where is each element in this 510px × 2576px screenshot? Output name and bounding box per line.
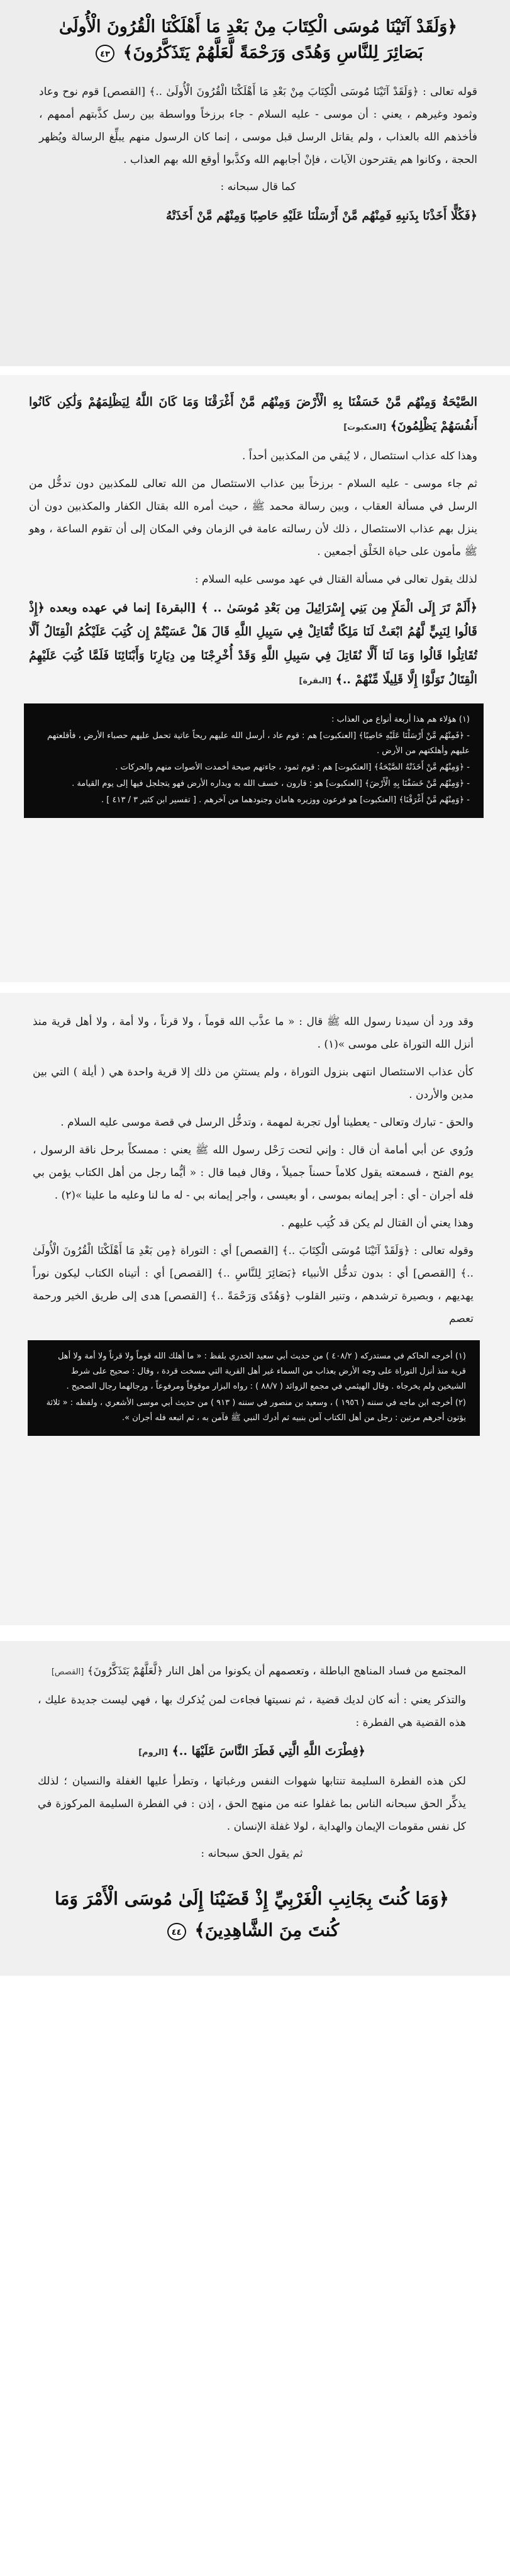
closing-verse [38,1883,466,1946]
footnote: (٢) أخرجه ابن ماجه في سننه ( ١٩٥٦ ) ، وسعيد بن منصور في سننه ( ٩١٣ ) من حديث أبي موسى الأشعري ، ولفظه : « ثلاثة يؤتون أجرهم مرتين : رجل من أهل الكتاب آمن بنبيه ثم أدرك النبي ﷺ فآمن به ، ثم اتبعه فله أجران ». [46,1398,466,1423]
paragraph: ثم جاء موسى - عليه السلام - برزخاً بين عذاب الاستئصال من الله تعالى للمكذبين دون تدخُّل من الرسل في مسألة العقاب ، وبين رسالة محمد ﷺ ، حيث أمره الله بقتال الكفار والمكذبين دون أن ينزل بهم عذاب الاستئصال ، ذلك لأن رسالته عامة في الزمان وفي المكان إلى أن تقوم الساعة ، وهو ﷺ مأمون على حياة الخَلْق أجمعين . [29,478,477,558]
closing-verse-text: ﴿وَمَا كُنتَ بِجَانِبِ الْغَرْبِيِّ إِذْ قَضَيْنَا إِلَىٰ مُوسَى الْأَمْرَ وَمَا كُنتَ مِنَ الشَّاهِدِينَ﴾ [54,1888,450,1940]
page-2 [0,375,510,982]
paragraph: لذلك يقول تعالى في مسألة القتال في عهد موسى عليه السلام : [194,573,477,586]
footnote: - ﴿وَمِنْهُم مَّنْ أَغْرَقْنَا﴾ [العنكبوت] هو فرعون ووزيره هامان وجنودهما من آخرهم . [ تفسير ابن كثير ٣ / ٤١٣ ] . [101,795,470,805]
quran-quote-text: الصَّيْحَةُ وَمِنْهُم مَّنْ خَسَفْنَا بِهِ الْأَرْضَ وَمِنْهُم مَّنْ أَغْرَقْنَا وَمَا كَانَ اللَّهُ لِيَظْلِمَهُمْ وَلَٰكِن كَانُوا أَنفُسَهُمْ يَظْلِمُونَ﴾ [29,395,477,433]
surah-reference: [القصص] [51,1667,84,1677]
footnote: (١) أخرجه الحاكم في مستدركه ( ٤٠٨/٢ ) من حديث أبي سعيد الخدري بلفظ : « ما أهلك الله قوماً ولا قرناً ولا أمة ولا أهل قرية منذ أنزل التوراة على وجه الأرض بعذاب من السماء غير أهل القرية التي مسخت قردة ، وقال : صحيح على شرط الشيخين ولم يخرجاه . وقال الهيثمي في مجمع الزوائد ( ٨٨/٧ ) : رواه البزار موقوفاً ومرفوعاً ، ورجالهما رجال الصحيح . [57,1352,466,1391]
quran-quote-text: ﴿أَلَمْ تَرَ إِلَى الْمَلَإِ مِن بَنِي إِسْرَائِيلَ مِن بَعْدِ مُوسَىٰ .. ﴾ [البقرة] إنما في عهده وبعده ﴿إِذْ قَالُوا لِنَبِيٍّ لَّهُمُ ابْعَثْ لَنَا مَلِكًا نُّقَاتِلْ فِي سَبِيلِ اللَّهِ قَالَ هَلْ عَسَيْتُمْ إِن كُتِبَ عَلَيْكُمُ الْقِتَالُ أَلَّا تُقَاتِلُوا قَالُوا وَمَا لَنَا أَلَّا نُقَاتِلَ فِي سَبِيلِ اللَّهِ وَقَدْ أُخْرِجْنَا مِن دِيَارِنَا وَأَبْنَائِنَا فَلَمَّا كُتِبَ عَلَيْهِمُ الْقِتَالُ تَوَلَّوْا إِلَّا قَلِيلًا مِّنْهُمْ ..﴾ [29,601,477,686]
paragraph-text: المجتمع من فساد المناهج الباطلة ، وتعصمهم أن يكونوا من أهل النار ﴿لَّعَلَّهُمْ يَتَذَكَّرُونَ﴾ [87,1665,466,1677]
verse-number-badge: ٤٤ [167,1923,186,1940]
paragraph [38,1660,466,1684]
header-verse [39,14,477,65]
surah-reference: [الروم] [138,1748,169,1757]
paragraph: قوله تعالى : ﴿وَلَقَدْ آتَيْنَا مُوسَى الْكِتَابَ مِنْ بَعْدِ مَا أَهْلَكْنَا الْقُرُونَ الْأُولَىٰ ..﴾ [القصص] قوم نوح وعاد وثمود وغيرهم ، يعني : أن موسى - عليه السلام - جاء برزخاً وواسطة بين رسل كذَّبتهم أممهم ، فأخذهم الله بالعذاب ، ولم يقاتل الرسل قبل موسى ، إنما كان الرسول منهم يبلِّغ الرسالة ويُظهر الحجة ، وكانوا هم يقترحون الآيات ، فإنْ أجابهم الله وكذَّبوا أوقع الله بهم العذاب . [39,86,477,166]
paragraph: ورُوي عن أبي أمامة أن قال : وإني لتحت رَحْل رسول الله ﷺ يعني : ممسكاً برحل ناقة الرسول ، يوم الفتح ، فسمعته يقول كلاماً حسناً جميلاً ، وقال فيما قال : « أيُّما رجل من أهل الكتاب يؤمن بي فله أجران - أي : أجر إيمانه بموسى ، أو بعيسى ، وأجر إيمانه بي - له ما لنا وعليه ما علينا »(٢) . [33,1144,474,1202]
paragraph: وقد ورد أن سيدنا رسول الله ﷺ قال : « ما عذَّب الله قوماً ، ولا قرناً ، ولا أمة ، ولا أهل قرية منذ أنزل الله التوراة على موسى »(١) . [33,1016,474,1051]
footnote: - ﴿وَمِنْهُم مَّنْ أَخَذَتْهُ الصَّيْحَةُ﴾ [العنكبوت] هم : قوم ثمود ، جاءتهم صيحة أخمدت الأصوات منهم والحركات . [115,763,470,772]
header-verse-text: ﴿وَلَقَدْ آتَيْنَا مُوسَى الْكِتَابَ مِنْ بَعْدِ مَا أَهْلَكْنَا الْقُرُونَ الْأُولَىٰ بَصَائِرَ لِلنَّاسِ وَهُدًى وَرَحْمَةً لَّعَلَّهُمْ يَتَذَكَّرُونَ﴾ [58,17,458,62]
footnote: - ﴿وَمِنْهُم مَّنْ خَسَفْنَا بِهِ الْأَرْضَ﴾ [العنكبوت] هو : قارون ، خسف الله به وبداره الأرض فهو يتجلجل فيها إلى يوم القيامة . [72,779,470,788]
section-heading: كما قال سبحانه : [220,181,296,193]
quran-quote [38,1739,466,1765]
footnote: - ﴿فَمِنْهُم مَّنْ أَرْسَلْنَا عَلَيْهِ حَاصِبًا﴾ [العنكبوت] هم : قوم عاد ، أرسل الله عليهم ريحاً عاتية تحمل عليهم حصباء الأرض ، فأقلعتهم عليهم وأهلكتهم من الأرض . [47,731,470,756]
quran-quote: ﴿فَكُلًّا أَخَذْنَا بِذَنبِهِ فَمِنْهُم مَّنْ أَرْسَلْنَا عَلَيْهِ حَاصِبًا وَمِنْهُم مَّنْ أَخَذَتْهُ [165,209,477,223]
page-3 [0,993,510,1625]
footnotes [24,703,484,818]
section-heading: ثم يقول الحق سبحانه : [201,1847,303,1860]
page-1 [0,0,510,366]
verse-number-badge: ٤٣ [96,45,114,62]
quran-quote-text: ﴿فِطْرَتَ اللَّهِ الَّتِي فَطَرَ النَّاسَ عَلَيْهَا ..﴾ [172,1744,365,1758]
paragraph: وقوله تعالى : ﴿وَلَقَدْ آتَيْنَا مُوسَى الْكِتَابَ ..﴾ [القصص] أي : التوراة ﴿مِن بَعْدِ مَا أَهْلَكْنَا الْقُرُونَ الْأُولَىٰ ..﴾ [القصص] أي : بدون تدخُّل الأنبياء ﴿بَصَائِرَ لِلنَّاسِ ..﴾ [القصص] أي : أتيناه الكتاب ليكون نوراً يهديهم ، وبصيرة ترشدهم ، وتنير القلوب ﴿وَهُدًى وَرَحْمَةً ..﴾ [القصص] هدى إلى طريق الخير ورحمة تعصم [33,1245,474,1325]
footnotes [28,1340,480,1436]
surah-reference: [البقرة] [299,676,332,686]
page-4 [0,1641,510,1976]
quran-quote [29,390,477,440]
paragraph: كأن عذاب الاستئصال انتهى بنزول التوراة ، ولم يستثنِ من ذلك إلا قرية واحدة هي ( أيلة ) التي بين مدين والأردن . [33,1066,474,1101]
footnote: (١) هؤلاء هم هذا أربعة أنواع من العذاب : [331,715,470,724]
quran-quote [29,596,477,693]
paragraph: وهذا كله عذاب استئصال ، لا يُبقي من المكذبين أحداً . [242,450,477,462]
paragraph: لكن هذه الفطرة السليمة تنتابها شهوات النفس ورغباتها ، وتطرأ عليها الغفلة والنسيان ؛ لذلك يذكِّر الحق سبحانه الناس بما غفلوا عنه من منهج الحق ، إذن : في الفطرة السليمة المركوزة في كل نفس مقومات الإيمان والهداية ، لولا غفلة الإنسان . [38,1775,466,1833]
paragraph: والحق - تبارك وتعالى - يعطينا أول تجربة لمهمة ، وتدخُّل الرسل في قصة موسى عليه السلام . [60,1116,474,1129]
paragraph: وهذا يعني أن القتال لم يكن قد كُتِب عليهم . [280,1217,474,1229]
paragraph: والتذكر يعني : أنه كان لديك قضية ، ثم نسيتها فجاءت لمن يُذكرك بها ، فهي ليست جديدة عليك ، هذه القضية هي الفطرة : [38,1694,466,1729]
surah-reference: [العنكبوت] [343,423,387,432]
